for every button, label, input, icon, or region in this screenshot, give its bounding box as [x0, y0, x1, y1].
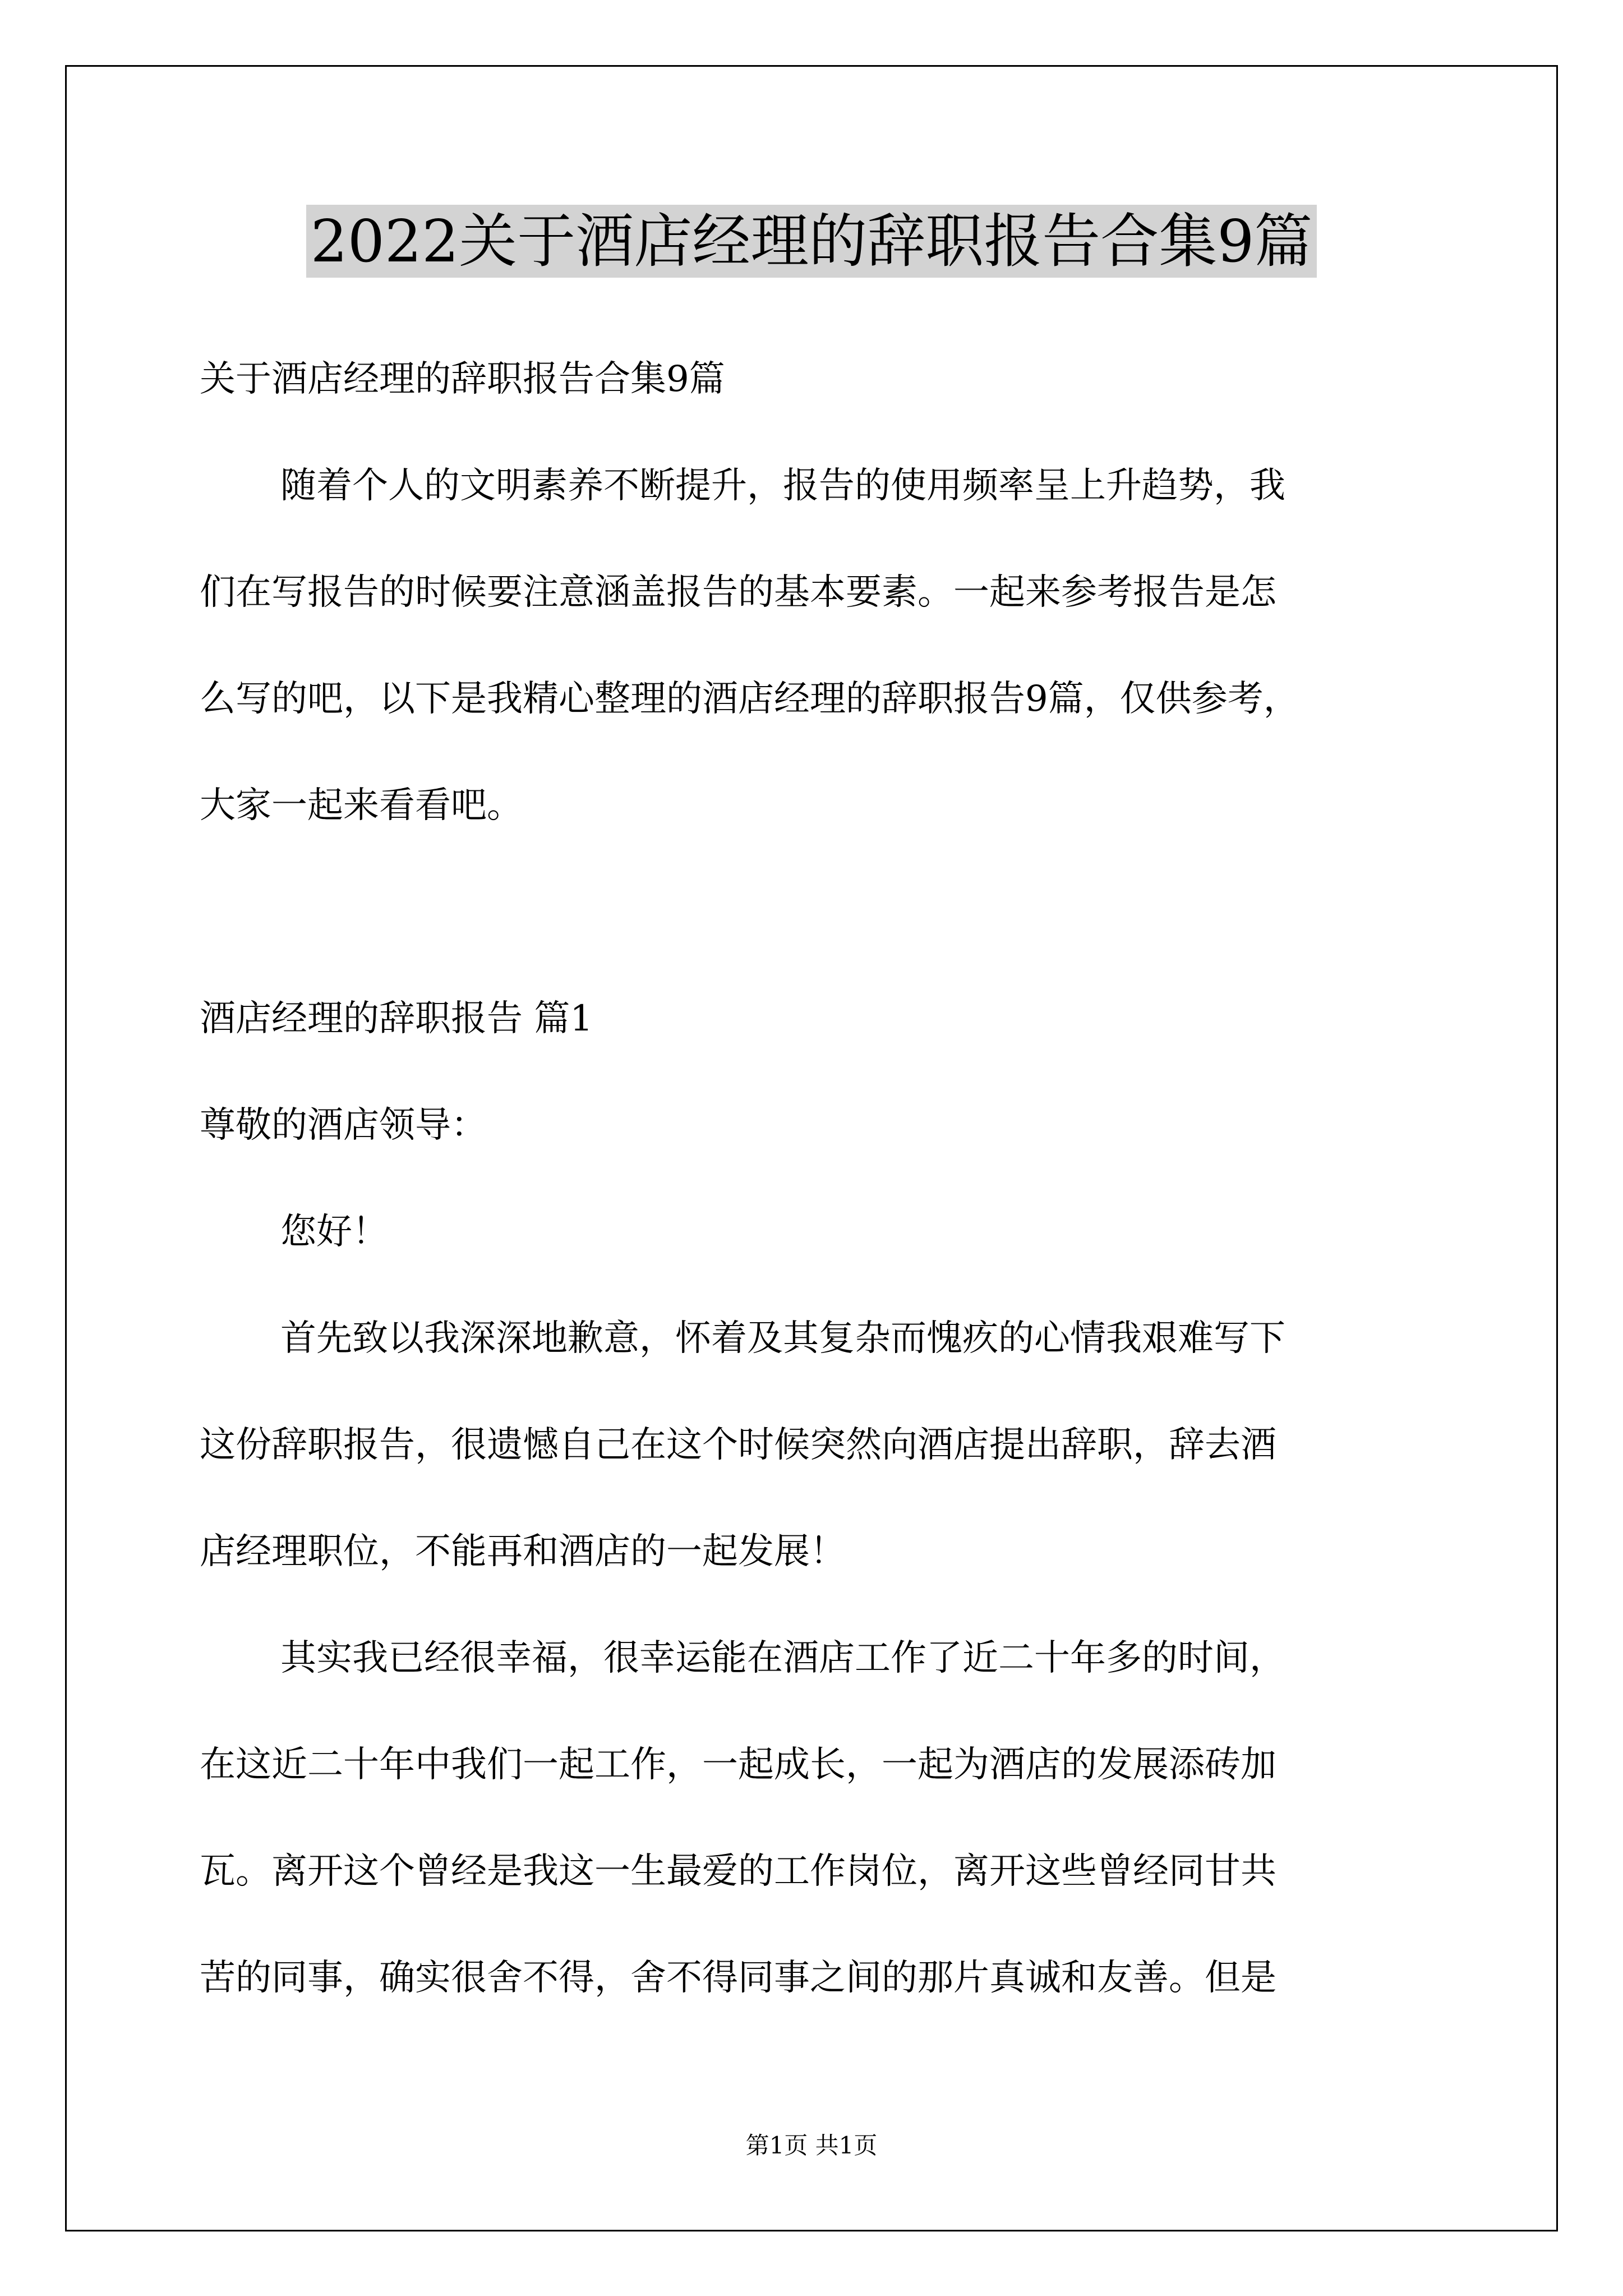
- intro-line-1: 随着个人的文明素养不断提升，报告的使用频率呈上升趋势，我: [280, 465, 1285, 507]
- para1-line-3: 店经理职位，不能再和酒店的一起发展！: [200, 1531, 846, 1572]
- para2-line-2: 在这近二十年中我们一起工作，一起成长，一起为酒店的发展添砖加: [200, 1744, 1276, 1786]
- document-title: [0, 202, 1623, 280]
- intro-line-2: 们在写报告的时候要注意涵盖报告的基本要素。一起来参考报告是怎: [200, 572, 1276, 613]
- greeting: 您好！: [280, 1211, 388, 1253]
- intro-line-4: 大家一起来看看吧。: [200, 785, 523, 826]
- para1-line-1: 首先致以我深深地歉意，怀着及其复杂而愧疚的心情我艰难写下: [280, 1318, 1285, 1359]
- para2-line-3: 瓦。离开这个曾经是我这一生最爱的工作岗位，离开这些曾经同甘共: [200, 1851, 1276, 1892]
- para2-line-1: 其实我已经很幸福，很幸运能在酒店工作了近二十年多的时间，: [280, 1637, 1285, 1679]
- section-heading: 酒店经理的辞职报告 篇1: [200, 998, 593, 1039]
- para1-line-2: 这份辞职报告，很遗憾自己在这个时候突然向酒店提出辞职，辞去酒: [200, 1424, 1276, 1466]
- para2-line-4: 苦的同事，确实很舍不得，舍不得同事之间的那片真诚和友善。但是: [200, 1957, 1276, 1999]
- intro-line-3: 么写的吧，以下是我精心整理的酒店经理的辞职报告9篇，仅供参考，: [200, 678, 1299, 720]
- page-footer: 第1页 共1页: [745, 2132, 878, 2159]
- document-title-text: 2022关于酒店经理的辞职报告合集9篇: [306, 205, 1317, 278]
- salutation: 尊敬的酒店领导：: [200, 1105, 487, 1146]
- document-subtitle: 关于酒店经理的辞职报告合集9篇: [200, 358, 725, 400]
